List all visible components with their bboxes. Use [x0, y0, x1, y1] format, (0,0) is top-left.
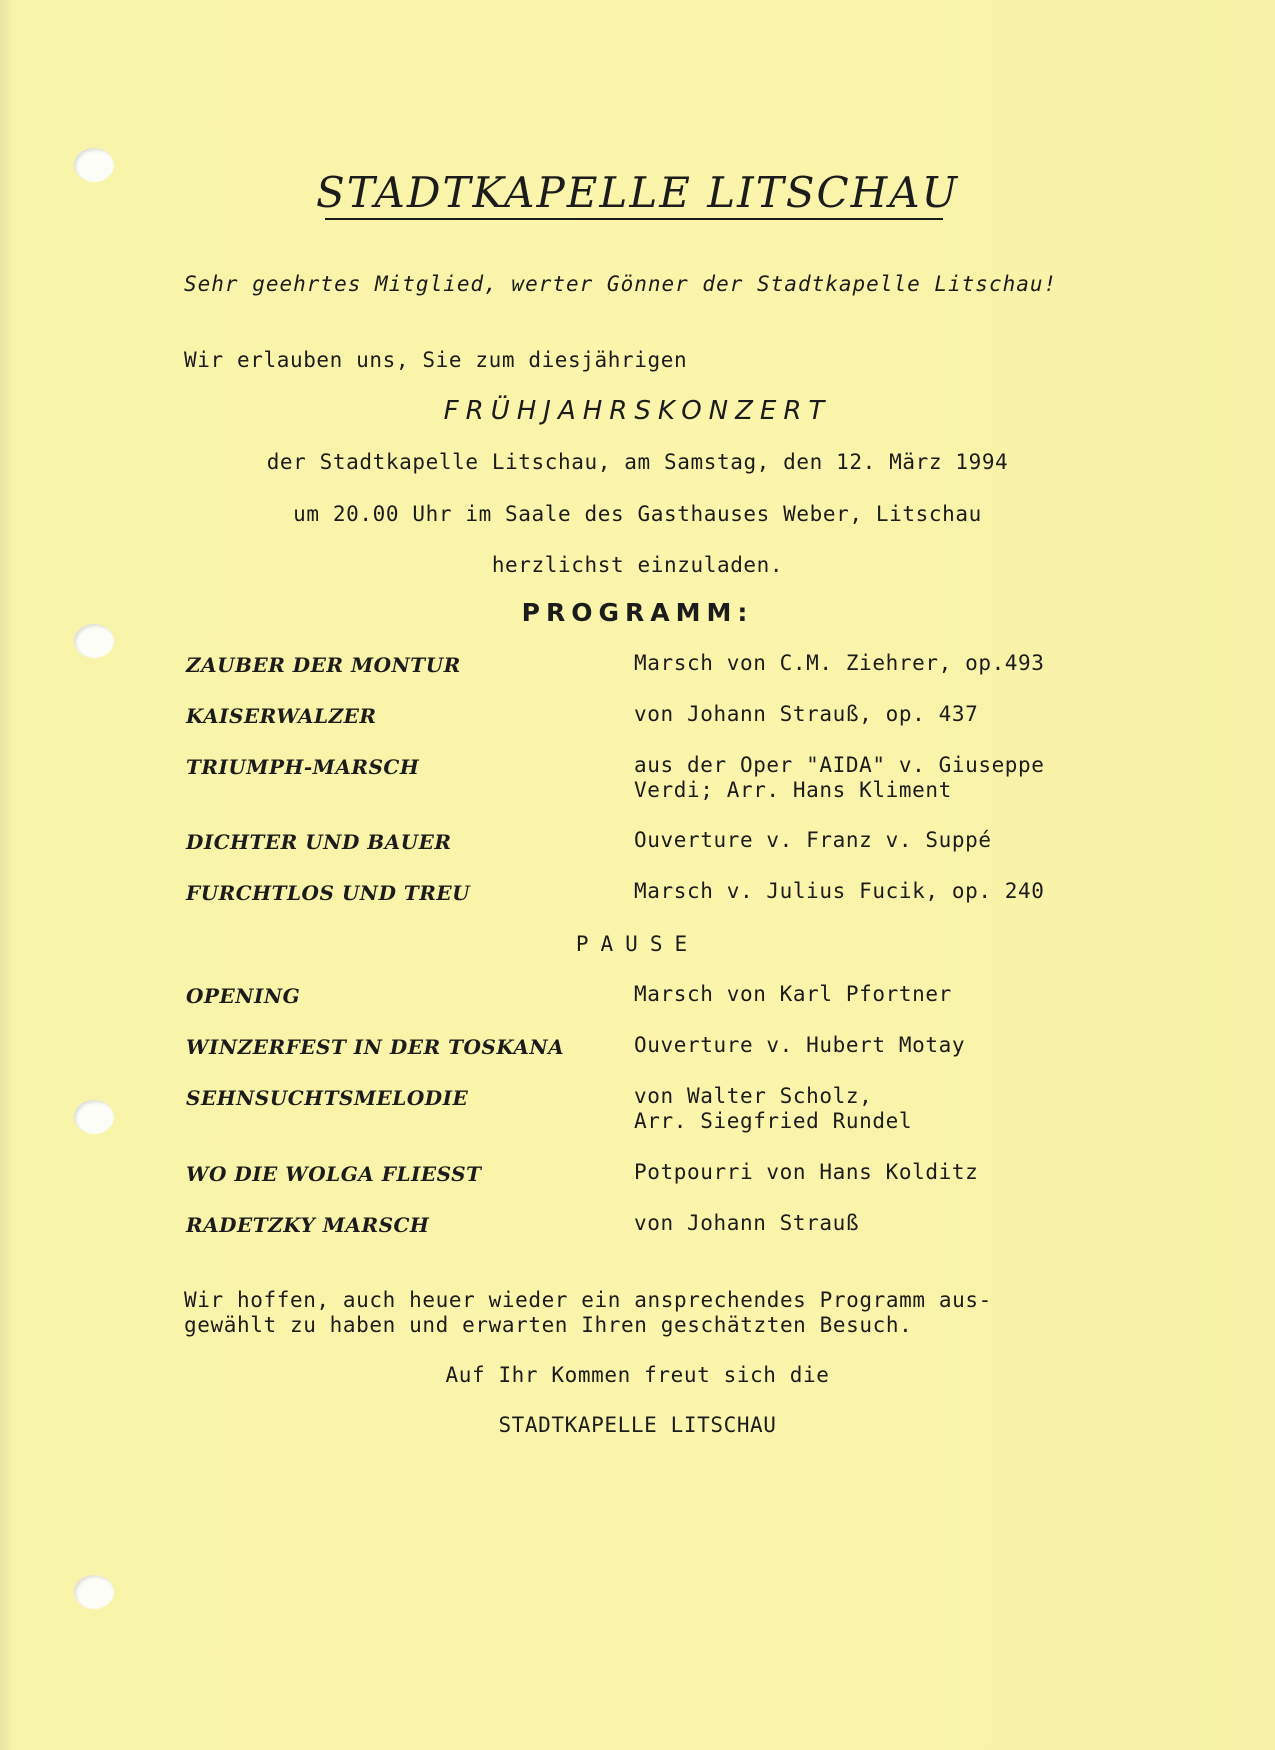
closing-line: Wir hoffen, auch heuer wieder ein ansprechendes Programm aus- [184, 1288, 992, 1312]
program-info: Marsch von Karl Pfortner [634, 982, 952, 1006]
signature: STADTKAPELLE LITSCHAU [498, 1413, 777, 1437]
program-info: von Johann Strauß [634, 1211, 860, 1235]
page-title: STADTKAPELLE LITSCHAU [316, 168, 959, 217]
program-info: aus der Oper "AIDA" v. Giuseppe [634, 753, 1045, 777]
program-info: von Walter Scholz, [634, 1084, 873, 1108]
pause-label: PAUSE [575, 932, 700, 956]
program-heading: PROGRAMM: [521, 598, 754, 627]
program-info: Ouverture v. Franz v. Suppé [634, 828, 992, 852]
program-info: Verdi; Arr. Hans Kliment [634, 778, 952, 802]
program-piece: KAISERWALZER [186, 704, 377, 728]
concert-name: FRÜHJAHRSKONZERT [443, 396, 832, 426]
program-piece: OPENING [186, 984, 301, 1008]
date-line: der Stadtkapelle Litschau, am Samstag, den 12. März 1994 [266, 450, 1009, 474]
program-piece: SEHNSUCHTSMELODIE [186, 1086, 469, 1110]
program-info: von Johann Strauß, op. 437 [634, 702, 979, 726]
salutation: Sehr geehrtes Mitglied, werter Gönner der Stadtkapelle Litschau! [184, 272, 1058, 296]
title-underline [325, 218, 943, 220]
punch-hole [74, 624, 114, 658]
program-piece: WO DIE WOLGA FLIESST [186, 1162, 482, 1186]
page-left-edge [0, 0, 10, 1750]
program-info: Ouverture v. Hubert Motay [634, 1033, 966, 1057]
program-piece: FURCHTLOS UND TREU [186, 881, 471, 905]
venue-line: um 20.00 Uhr im Saale des Gasthauses Weber, Litschau [293, 502, 982, 526]
program-piece: ZAUBER DER MONTUR [186, 653, 461, 677]
program-piece: DICHTER UND BAUER [186, 830, 452, 854]
intro-text: Wir erlauben uns, Sie zum diesjährigen [184, 348, 688, 372]
program-info: Marsch von C.M. Ziehrer, op.493 [634, 651, 1045, 675]
closing-regards: Auf Ihr Kommen freut sich die [445, 1363, 830, 1387]
program-info: Potpourri von Hans Kolditz [634, 1160, 979, 1184]
program-piece: TRIUMPH-MARSCH [186, 755, 420, 779]
program-info: Arr. Siegfried Rundel [634, 1109, 913, 1133]
closing-line: gewählt zu haben und erwarten Ihren geschätzten Besuch. [184, 1313, 913, 1337]
punch-hole [74, 1100, 114, 1134]
program-piece: WINZERFEST IN DER TOSKANA [186, 1035, 565, 1059]
program-piece: RADETZKY MARSCH [186, 1213, 430, 1237]
closing-paragraph [184, 1288, 992, 1338]
program-info: Marsch v. Julius Fucik, op. 240 [634, 879, 1045, 903]
punch-hole [74, 1575, 114, 1609]
invite-line: herzlichst einzuladen. [491, 553, 784, 577]
